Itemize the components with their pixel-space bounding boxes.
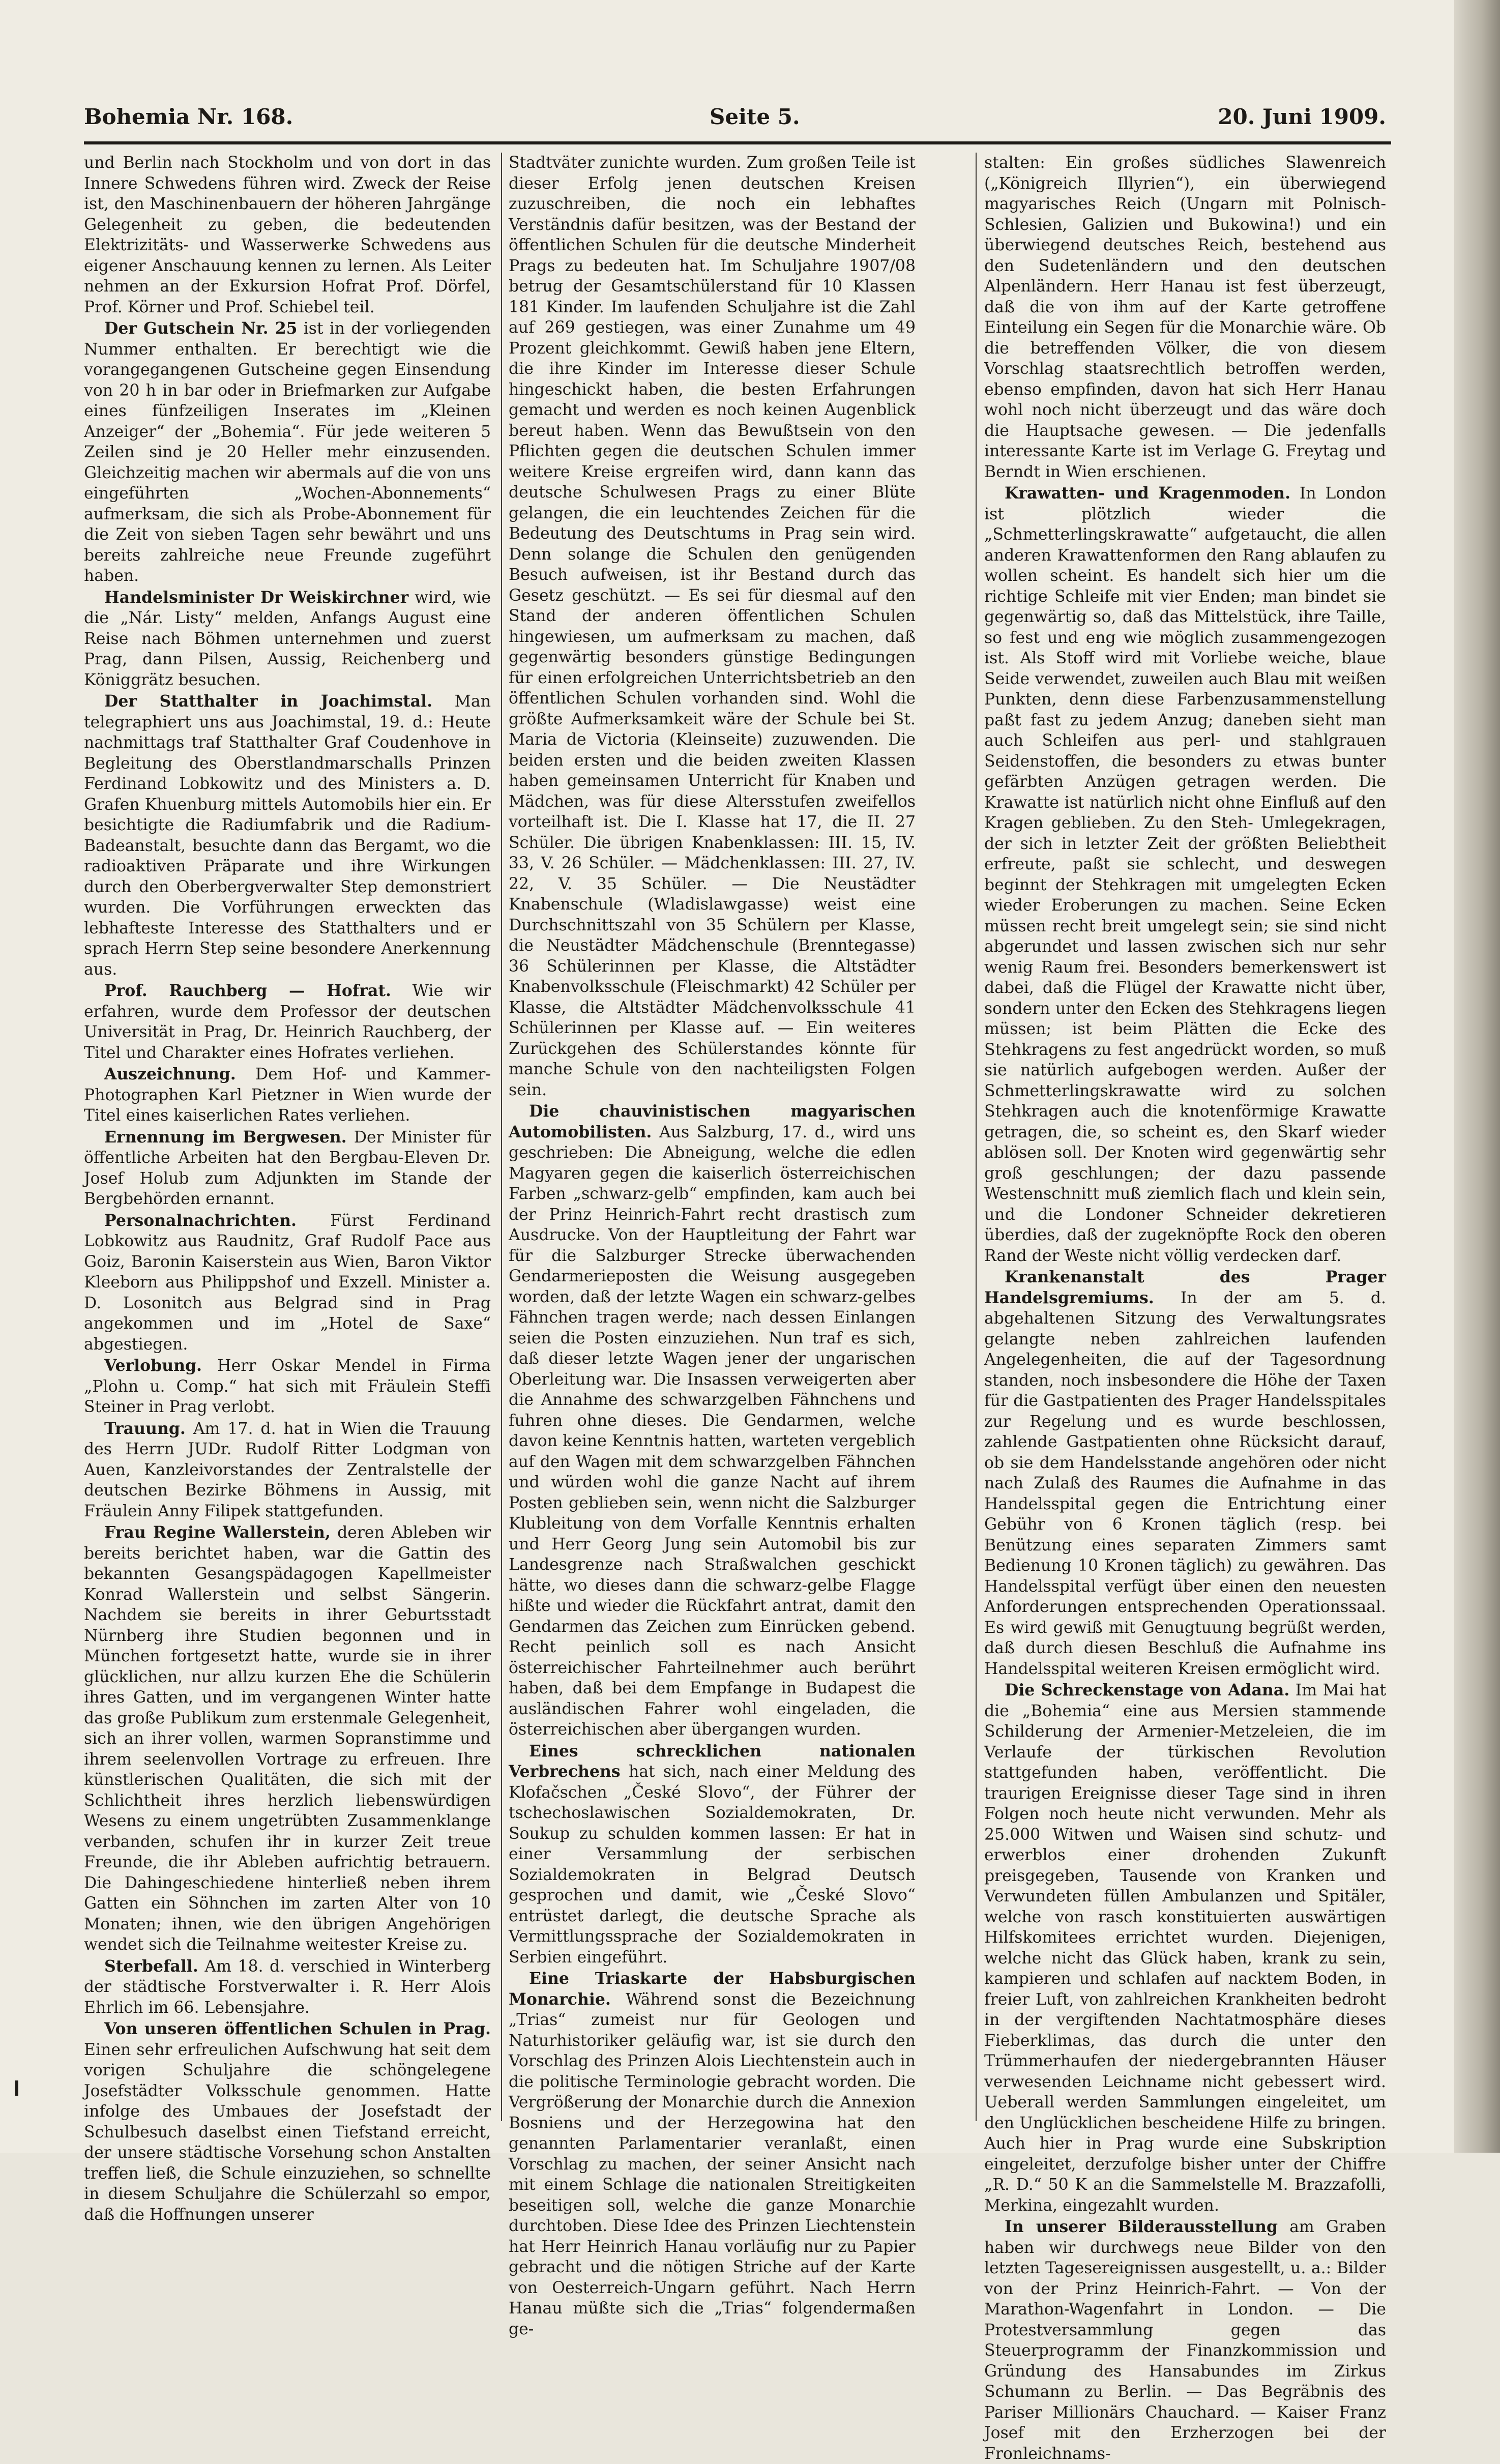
article-text: Wie wir erfahren, wurde dem Professor der deutschen Universität in Prag, Dr. Heinrich Rauchberg, der Titel und Charakter eines Hofrates verliehen. bbox=[84, 982, 491, 1062]
article-text: und Berlin nach Stockholm und von dort in das Innere Schwedens führen wird. Zweck der Reise ist, den Maschinenbauern der höheren Jahrgänge Gelegenheit zu geben, die bedeutenden Elektrizitäts- und Wasserwerke Schwedens aus eigener Anschauung kennen zu lernen. Als Leiter nehmen an der Exkursion Hofrat Prof. Dörfel, Prof. Körner und Prof. Schiebel teil. bbox=[84, 154, 491, 316]
article-text: am Graben haben wir durchwegs neue Bilder von den letzten Tagesereignissen ausgestellt, u. a.: Bilder von der Prinz Heinrich-Fahrt. — Von der Marathon-Wagenfahrt in London. — Die Protestversammlung gegen das Steuerprogramm der Finanzkommission und Gründung des Hansabundes im Zirkus Schumann zu Berlin. — Das Begräbnis des Pariser Millionärs Chauchard. — Kaiser Franz Josef mit den Erzherzogen bei der Fronleichnams- bbox=[984, 2218, 1386, 2463]
article-paragraph bbox=[509, 1741, 916, 1968]
article-paragraph bbox=[84, 1956, 491, 2018]
article-paragraph bbox=[84, 318, 491, 586]
column-2 bbox=[509, 153, 916, 2338]
article-text: stalten: Ein großes südliches Slawenreich („Königreich Illyrien“), ein überwiegend magyarisches Reich (Ungarn mit Polnisch-Schlesien, Galizien und Bukowina!) und ein überwiegend deutsches Reich, bestehend aus den Sudetenländern und den deutschen Alpenländern. Herr Hanau ist fest überzeugt, daß die von ihm auf der Karte getroffene Einteilung ein Segen für die Monarchie wäre. Ob die betreffenden Völker, die von diesem Vorschlag staatsrechtlich betroffen werden, ebenso empfinden, davon hat sich Herr Hanau wohl noch nicht überzeugt und das wäre doch die Hauptsache gewesen. — Die jedenfalls interessante Karte ist im Verlage G. Freytag und Berndt in Wien erschienen. bbox=[984, 154, 1386, 481]
article-text: Im Mai hat die „Bohemia“ eine aus Mersien stammende Schilderung der Armenier-Metzeleien, die im Verlaufe der türkischen Revolution stattgefunden haben, veröffentlicht. Die traurigen Ereignisse dieser Tage sind in ihren Folgen noch heute nicht verwunden. Mehr als 25.000 Witwen und Waisen sind schutz- und erwerblos einer drohenden Zukunft preisgegeben, Tausende von Kranken und Verwundeten füllen Ambulanzen und Spitäler, welche von rasch konstituierten auswärtigen Hilfskomitees errichtet wurden. Diejenigen, welche nicht das Glück haben, krank zu sein, kampieren und schlafen auf nacktem Boden, in freier Luft, von zahlreichen Krankheiten bedroht in der vergiftenden Nachtatmosphäre dieses Fieberklimas, das durch die unter den Trümmerhaufen der niedergebrannten Häuser verwesenden Leichname nicht gebessert wird. Ueberall werden Sammlungen eingeleitet, um den Unglücklichen bescheidene Hilfe zu bringen. Auch hier in Prag wurde eine Subskription eingeleitet, derzufolge bisher unter der Chiffre „R. D.“ 50 K an die Sammelstelle M. Brazzafolli, Merkina, eingezahlt wurden. bbox=[984, 1681, 1386, 2215]
article-headline: Ernennung im Bergwesen. bbox=[104, 1127, 347, 1147]
article-headline: Sterbefall. bbox=[104, 1956, 198, 1976]
article-paragraph bbox=[509, 1969, 916, 2339]
article-text: hat sich, nach einer Meldung des Klofačschen „České Slovo“, der Führer der tschechoslawischen Sozialdemokraten, Dr. Soukup zu schulden kommen lassen: Er hat in einer Versammlung der serbischen Sozialdemokraten in Belgrad Deutsch gesprochen und damit, wie „České Slovo“ entrüstet darlegt, die deutsche Sprache als Vermittlungssprache der Sozialdemokraten in Serbien eingeführt. bbox=[509, 1763, 916, 1967]
article-paragraph bbox=[84, 1522, 491, 1955]
article-paragraph bbox=[509, 153, 916, 1100]
article-paragraph bbox=[984, 153, 1386, 482]
article-paragraph bbox=[84, 1064, 491, 1126]
column-divider-1 bbox=[501, 153, 502, 2121]
article-text: Dem Hof- und Kammer-Photographen Karl Pietzner in Wien wurde der Titel eines kaiserlichen Rates verliehen. bbox=[84, 1065, 491, 1125]
article-paragraph bbox=[84, 588, 491, 691]
article-headline: Die Schreckenstage von Adana. bbox=[1005, 1681, 1290, 1699]
article-text: Man telegraphiert uns aus Joachimstal, 19. d.: Heute nachmittags traf Statthalter Graf Coudenhove in Begleitung des Oberstlandmarschalls Prinzen Ferdinand Lobkowitz und des Ministers a. D. Grafen Khuenburg mittels Automobils hier ein. Er besichtigte die Radiumfabrik und die Radium-Badeanstalt, besuchte dann das Bergamt, wo die radioaktiven Präparate und ihre Wirkungen durch den Oberbergverwalter Step demonstriert wurden. Die Vorführungen erweckten das lebhafteste Interesse des Statthalters und er sprach Herrn Step seine besondere Anerkennung aus. bbox=[84, 692, 491, 979]
article-text: Stadtväter zunichte wurden. Zum großen Teile ist dieser Erfolg jenen deutschen Kreisen zuzuschreiben, die noch ein lebhaftes Verständnis dafür besitzen, was der Bestand der öffentlichen Schulen für die deutsche Minderheit Prags zu bedeuten hat. Im Schuljahre 1907/08 betrug der Gesamtschülerstand für 10 Klassen 181 Kinder. Im laufenden Schuljahre ist die Zahl auf 269 gestiegen, was einer Zunahme um 49 Prozent gleichkommt. Gewiß haben jene Eltern, die ihre Kinder im Interesse dieser Schule hingeschickt haben, die besten Erfahrungen gemacht und werden es noch keinen Augenblick bereut haben. Wenn das Bewußtsein von den Pflichten gegen die deutschen Schulen immer weitere Kreise ergreifen wird, dann kann das deutsche Schulwesen Prags zu einer Blüte gelangen, die ein leuchtendes Zeichen für die Bedeutung des Deutschtums in Prag sein wird. Denn solange die Schulen den genügenden Besuch aufweisen, ist ihr Bestand durch das Gesetz geschützt. — Es sei für diesmal auf den Stand der anderen öffentlichen Schulen hingewiesen, um aufmerksam zu machen, daß gegenwärtig besonders günstige Bedingungen für einen erfolgreichen Unterrichtsbetrieb an den öffentlichen Schulen vorhanden sind. Wohl die größte Aufmerksamkeit wäre der Schule bei St. Maria de Victoria (Kleinseite) zuzuwenden. Die beiden ersten und die beiden zweiten Klassen haben gemeinsamen Unterricht für Knaben und Mädchen, was für diese Altersstufen zweifellos vorteilhaft ist. Die I. Klasse hat 17, die II. 27 Schüler. Die übrigen Knabenklassen: III. 15, IV. 33, V. 26 Schüler. — Mädchenklassen: III. 27, IV. 22, V. 35 Schüler. — Die Neustädter Knabenschule (Wladislawgasse) weist eine Durchschnittszahl von 35 Schülern per Klasse, die Neustädter Mädchenschule (Brenntegasse) 36 Schülerinnen per Klasse, die Altstädter Knabenvolksschule (Fleischmarkt) 42 Schüler per Klasse, die Altstädter Mädchenvolksschule 41 Schülerinnen per Klasse auf. — Ein weiteres Zurückgehen des Schülerstandes könnte für manche Schule von den nachteiligsten Folgen sein. bbox=[509, 154, 916, 1099]
article-text: Aus Salzburg, 17. d., wird uns geschrieben: Die Abneigung, welche die edlen Magyaren gegen die kaiserlich österreichischen Farben „schwarz-gelb“ empfinden, kam auch bei der Prinz Heinrich-Fahrt recht drastisch zum Ausdrucke. Von der Hauptleitung der Fahrt war für die Salzburger Strecke überwachenden Gendarmerieposten die Weisung ausgegeben worden, daß der letzte Wagen ein schwarz-gelbes Fähnchen tragen werde; nach dessen Einlangen seien die Posten einzuziehen. Nun traf es sich, daß dieser letzte Wagen jener der ungarischen Oberleitung war. Die Insassen verweigerten aber die Annahme des schwarzgelben Fähnchens und fuhren ohne dieses. Die Gendarmen, welche davon keine Kenntnis hatten, warteten vergeblich auf den Wagen mit dem schwarzgelben Fähnchen und würden wohl die ganze Nacht auf ihrem Posten geblieben sein, wenn nicht die Salzburger Klubleitung von dem Vorfalle Kenntnis erhalten und Herr Georg Jung sein Automobil bis zur Landesgrenze nach Straßwalchen geschickt hätte, wo dieses dann die schwarz-gelbe Flagge hißte und wieder die Rückfahrt antrat, damit den Gendarmen das Zeichen zum Einrücken gebend. Recht peinlich soll es nach Ansicht österreichischer Fahrteilnehmer auch berührt haben, daß bei dem Empfange in Budapest die ausländischen Fahrer wohl eingeladen, die österreichischen aber übergangen wurden. bbox=[509, 1123, 916, 1739]
article-headline: Krawatten- und Kragenmoden. bbox=[1005, 484, 1291, 503]
article-paragraph bbox=[84, 1127, 491, 1210]
article-text: Während sonst die Bezeichnung „Trias“ zumeist nur für Geologen und Naturhistoriker geläufig war, ist sie durch den Vorschlag des Prinzen Alois Liechtenstein auch in die politische Terminologie gebracht worden. Die Vergrößerung der Monarchie durch die Annexion Bosniens und der Herzegowina hat den genannten Parlamentarier veranlaßt, einen Vorschlag zu machen, der seiner Ansicht nach mit einem Schlage die nationalen Streitigkeiten beseitigen soll, welche die ganze Monarchie durchtoben. Diese Idee des Prinzen Liechtenstein hat Herr Heinrich Hanau vorläufig nur zu Papier gebracht und die nötigen Striche auf der Karte von Oesterreich-Ungarn geführt. Nach Herrn Hanau müßte sich die „Trias“ folgendermaßen ge- bbox=[509, 1990, 916, 2338]
article-text: In der am 5. d. abgehaltenen Sitzung des Verwaltungsrates gelangte neben zahlreichen laufenden Angelegenheiten, die auf der Tagesordnung standen, noch insbesondere die Höhe der Taxen für die Gastpatienten des Prager Handelsspitales zur Regelung und es wurde beschlossen, zahlende Gastpatienten ohne Rücksicht darauf, ob sie dem Handelsstande angehören oder nicht nach Zulaß des Raumes die Aufnahme in das Handelsspital gegen die Entrichtung einer Gebühr von 6 Kronen täglich (resp. bei Benützung eines separaten Zimmers samt Bedienung 10 Kronen täglich) zu gewähren. Das Handelsspital verfügt über einen den neuesten Anforderungen entsprechenden Operationssaal. Es wird gewiß mit Genugtuung begrüßt werden, daß durch diesen Beschluß die Aufnahme ins Handelsspital weiteren Kreisen ermöglicht wird. bbox=[984, 1288, 1387, 1678]
article-text: Einen sehr erfreulichen Aufschwung hat seit dem vorigen Schuljahre die schöngelegene Josefstädter Volksschule genommen. Hatte infolge des Umbaues der Josefstadt der Schulbesuch daselbst einen Tiefstand erreicht, der unsere städtische Vorsehung schon Anstalten treffen ließ, die Schule einzuziehen, so schnellte in diesem Schuljahre die Schülerzahl so empor, daß die Hoffnungen unserer bbox=[84, 2040, 491, 2224]
article-text: Herr Oskar Mendel in Firma „Plohn u. Comp.“ hat sich mit Fräulein Steffi Steiner in Prag verlobt. bbox=[84, 1357, 491, 1416]
article-headline: Der Statthalter in Joachimstal. bbox=[104, 692, 433, 711]
article-headline: Eines schrecklichen nationalen Verbrechens bbox=[509, 1741, 916, 1781]
article-headline: Prof. Rauchberg — Hofrat. bbox=[104, 981, 391, 1000]
header-page-number: Seite 5. bbox=[710, 104, 800, 129]
article-paragraph bbox=[84, 1356, 491, 1418]
article-text: deren Ableben wir bereits berichtet haben, war die Gattin des bekannten Gesangspädagogen Kapellmeister Konrad Wallerstein und selbst Sängerin. Nachdem sie bereits in ihrer Geburtsstadt Nürnberg ihre Studien begonnen und in München fortgesetzt hatte, wurde sie in ihrer glücklichen, nur allzu kurzen Ehe die Schülerin ihres Gatten, und im vergangenen Winter hatte das große Publikum zum erstenmale Gelegenheit, sich an ihrer vollen, warmen Sopranstimme und ihrem seelenvollen Vortrage zu erfreuen. Ihre künstlerischen Qualitäten, die sich mit der Schlichtheit ihres herzlich liebenswürdigen Wesens zu einem ungetrübten Zusammenklange verbanden, schufen ihr in kurzer Zeit treue Freunde, die ihr Ableben aufrichtig betrauern. Die Dahingeschiedene hinterließ neben ihrem Gatten ein Söhnchen im zarten Alter von 10 Monaten; ihnen, wie den übrigen Angehörigen wendet sich die Teilnahme weitester Kreise zu. bbox=[84, 1523, 491, 1954]
article-paragraph bbox=[984, 1267, 1386, 1679]
article-text: Fürst Ferdinand Lobkowitz aus Raudnitz, Graf Rudolf Pace aus Goiz, Baronin Kaiserstein aus Wien, Baron Viktor Kleeborn aus Philippshof und Exzell. Minister a. D. Losonitch aus Belgrad sind in Prag angekommen und im „Hotel de Saxe“ abgestiegen. bbox=[84, 1211, 491, 1354]
article-paragraph bbox=[84, 2019, 491, 2225]
article-text: Am 17. d. hat in Wien die Trauung des Herrn JUDr. Rudolf Ritter Lodgman von Auen, Kanzleivorstandes der Zentralstelle der deutschen Bezirke Böhmens in Aussig, mit Fräulein Anny Filipek stattgefunden. bbox=[84, 1419, 491, 1520]
article-text: Der Minister für öffentliche Arbeiten hat den Bergbau-Eleven Dr. Josef Holub zum Adjunkten im Stande der Bergbehörden ernannt. bbox=[84, 1128, 491, 1208]
margin-mark bbox=[15, 2080, 18, 2096]
article-headline: Eine Triaskarte der Habsburgischen Monarchie. bbox=[509, 1969, 916, 2009]
article-headline: Auszeichnung. bbox=[104, 1065, 236, 1083]
article-paragraph bbox=[84, 691, 491, 980]
article-headline: Frau Regine Wallerstein, bbox=[104, 1523, 331, 1542]
article-paragraph bbox=[84, 153, 491, 317]
article-text: ist in der vorliegenden Nummer enthalten. Er berechtigt wie die vorangegangenen Gutscheine gegen Einsendung von 20 h in bar oder in Briefmarken zur Aufgabe eines fünfzeiligen Inserates im „Kleinen Anzeiger“ der „Bohemia“. Für jede weiteren 5 Zeilen sind je 20 Heller mehr einzusenden. Gleichzeitig machen wir abermals auf die von uns eingeführten „Wochen-Abonnements“ aufmerksam, die sich als Probe-Abonnement für die Zeit von sieben Tagen sehr bewährt und uns bereits zahlreiche neue Freunde zugeführt haben. bbox=[84, 319, 491, 585]
article-headline: Die chauvinistischen magyarischen Automobilisten. bbox=[509, 1102, 916, 1141]
header-date: 20. Juni 1909. bbox=[1218, 104, 1386, 129]
article-paragraph bbox=[984, 483, 1386, 1266]
page-header bbox=[84, 104, 1386, 135]
header-rule bbox=[84, 141, 1391, 144]
article-headline: Von unseren öffentlichen Schulen in Prag. bbox=[104, 2019, 491, 2038]
article-headline: Handelsminister Dr Weiskirchner bbox=[104, 588, 409, 607]
article-headline: Krankenanstalt des Prager Handelsgremiums. bbox=[984, 1268, 1386, 1307]
article-paragraph bbox=[84, 981, 491, 1063]
page-edge-shadow bbox=[1454, 0, 1500, 2153]
article-text: Am 18. d. verschied in Winterberg der städtische Forstverwalter i. R. Herr Alois Ehrlich im 66. Lebensjahre. bbox=[84, 1957, 491, 2017]
column-divider-2 bbox=[976, 153, 977, 2121]
column-1 bbox=[84, 153, 491, 2224]
article-paragraph bbox=[984, 2217, 1386, 2464]
article-headline: Der Gutschein Nr. 25 bbox=[104, 319, 298, 338]
article-text: wird, wie die „Nár. Listy“ melden, Anfangs August eine Reise nach Böhmen unternehmen und zuerst Prag, dann Pilsen, Aussig, Reichenberg und Königgrätz besuchen. bbox=[84, 588, 491, 689]
article-headline: In unserer Bilderausstellung bbox=[1005, 2217, 1278, 2236]
article-headline: Personalnachrichten. bbox=[104, 1211, 297, 1230]
article-paragraph bbox=[984, 1680, 1386, 2216]
article-paragraph bbox=[509, 1101, 916, 1740]
article-headline: Trauung. bbox=[104, 1419, 186, 1438]
header-issue: Bohemia Nr. 168. bbox=[84, 104, 293, 129]
article-headline: Verlobung. bbox=[104, 1356, 202, 1375]
column-3 bbox=[984, 153, 1387, 2463]
article-paragraph bbox=[84, 1419, 491, 1522]
article-text: In London ist plötzlich wieder die „Schmetterlingskrawatte“ aufgetaucht, die allen anderen Krawattenformen den Rang ablaufen zu wollen scheint. Es handelt sich hier um die richtige Schleife mit vier Enden; man bindet sie gegenwärtig so, daß das Mittelstück, ihre Taille, so fest und eng wie möglich zusammengezogen ist. Als Stoff wird mit Vorliebe weiche, blaue Seide verwendet, zuweilen auch Blau mit weißen Punkten, denn diese Farbenzusammenstellung paßt fast zu jedem Anzug; daneben sieht man auch Schleifen aus perl- und stahlgrauen Seidenstoffen, die besonders zu etwas bunter gefärbten Anzügen getragen werden. Die Krawatte ist natürlich nicht ohne Einfluß auf den Kragen geblieben. Zu den Steh- Umlegekragen, der sich in letzter Zeit der größten Beliebtheit erfreute, paßt sie schlecht, und deswegen beginnt der Stehkragen mit umgelegten Ecken wieder Eroberungen zu machen. Seine Ecken müssen recht breit umgelegt sein; sie sind nicht abgerundet und lassen zwischen sich nur sehr wenig Raum frei. Besonders bemerkenswert ist dabei, daß die Flügel der Krawatte nicht über, sondern unter den Ecken des Stehkragens liegen müssen; ist beim Plätten die Ecke des Stehkragens zu fest angedrückt worden, so muß sie natürlich aufgebogen werden. Außer der Schmetterlingskrawatte wird zu solchen Stehkragen auch die knotenförmige Krawatte getragen, die, so scheint es, den Skarf wieder ablösen soll. Der Knoten wird gegenwärtig sehr groß geschlungen; der dazu passende Westenschnitt muß ziemlich flach und klein sein, und die Londoner Schneider dekretieren überdies, daß der zugeknöpfte Rock den oberen Rand der Weste nicht völlig verdecken darf. bbox=[984, 484, 1386, 1265]
article-paragraph bbox=[84, 1211, 491, 1355]
